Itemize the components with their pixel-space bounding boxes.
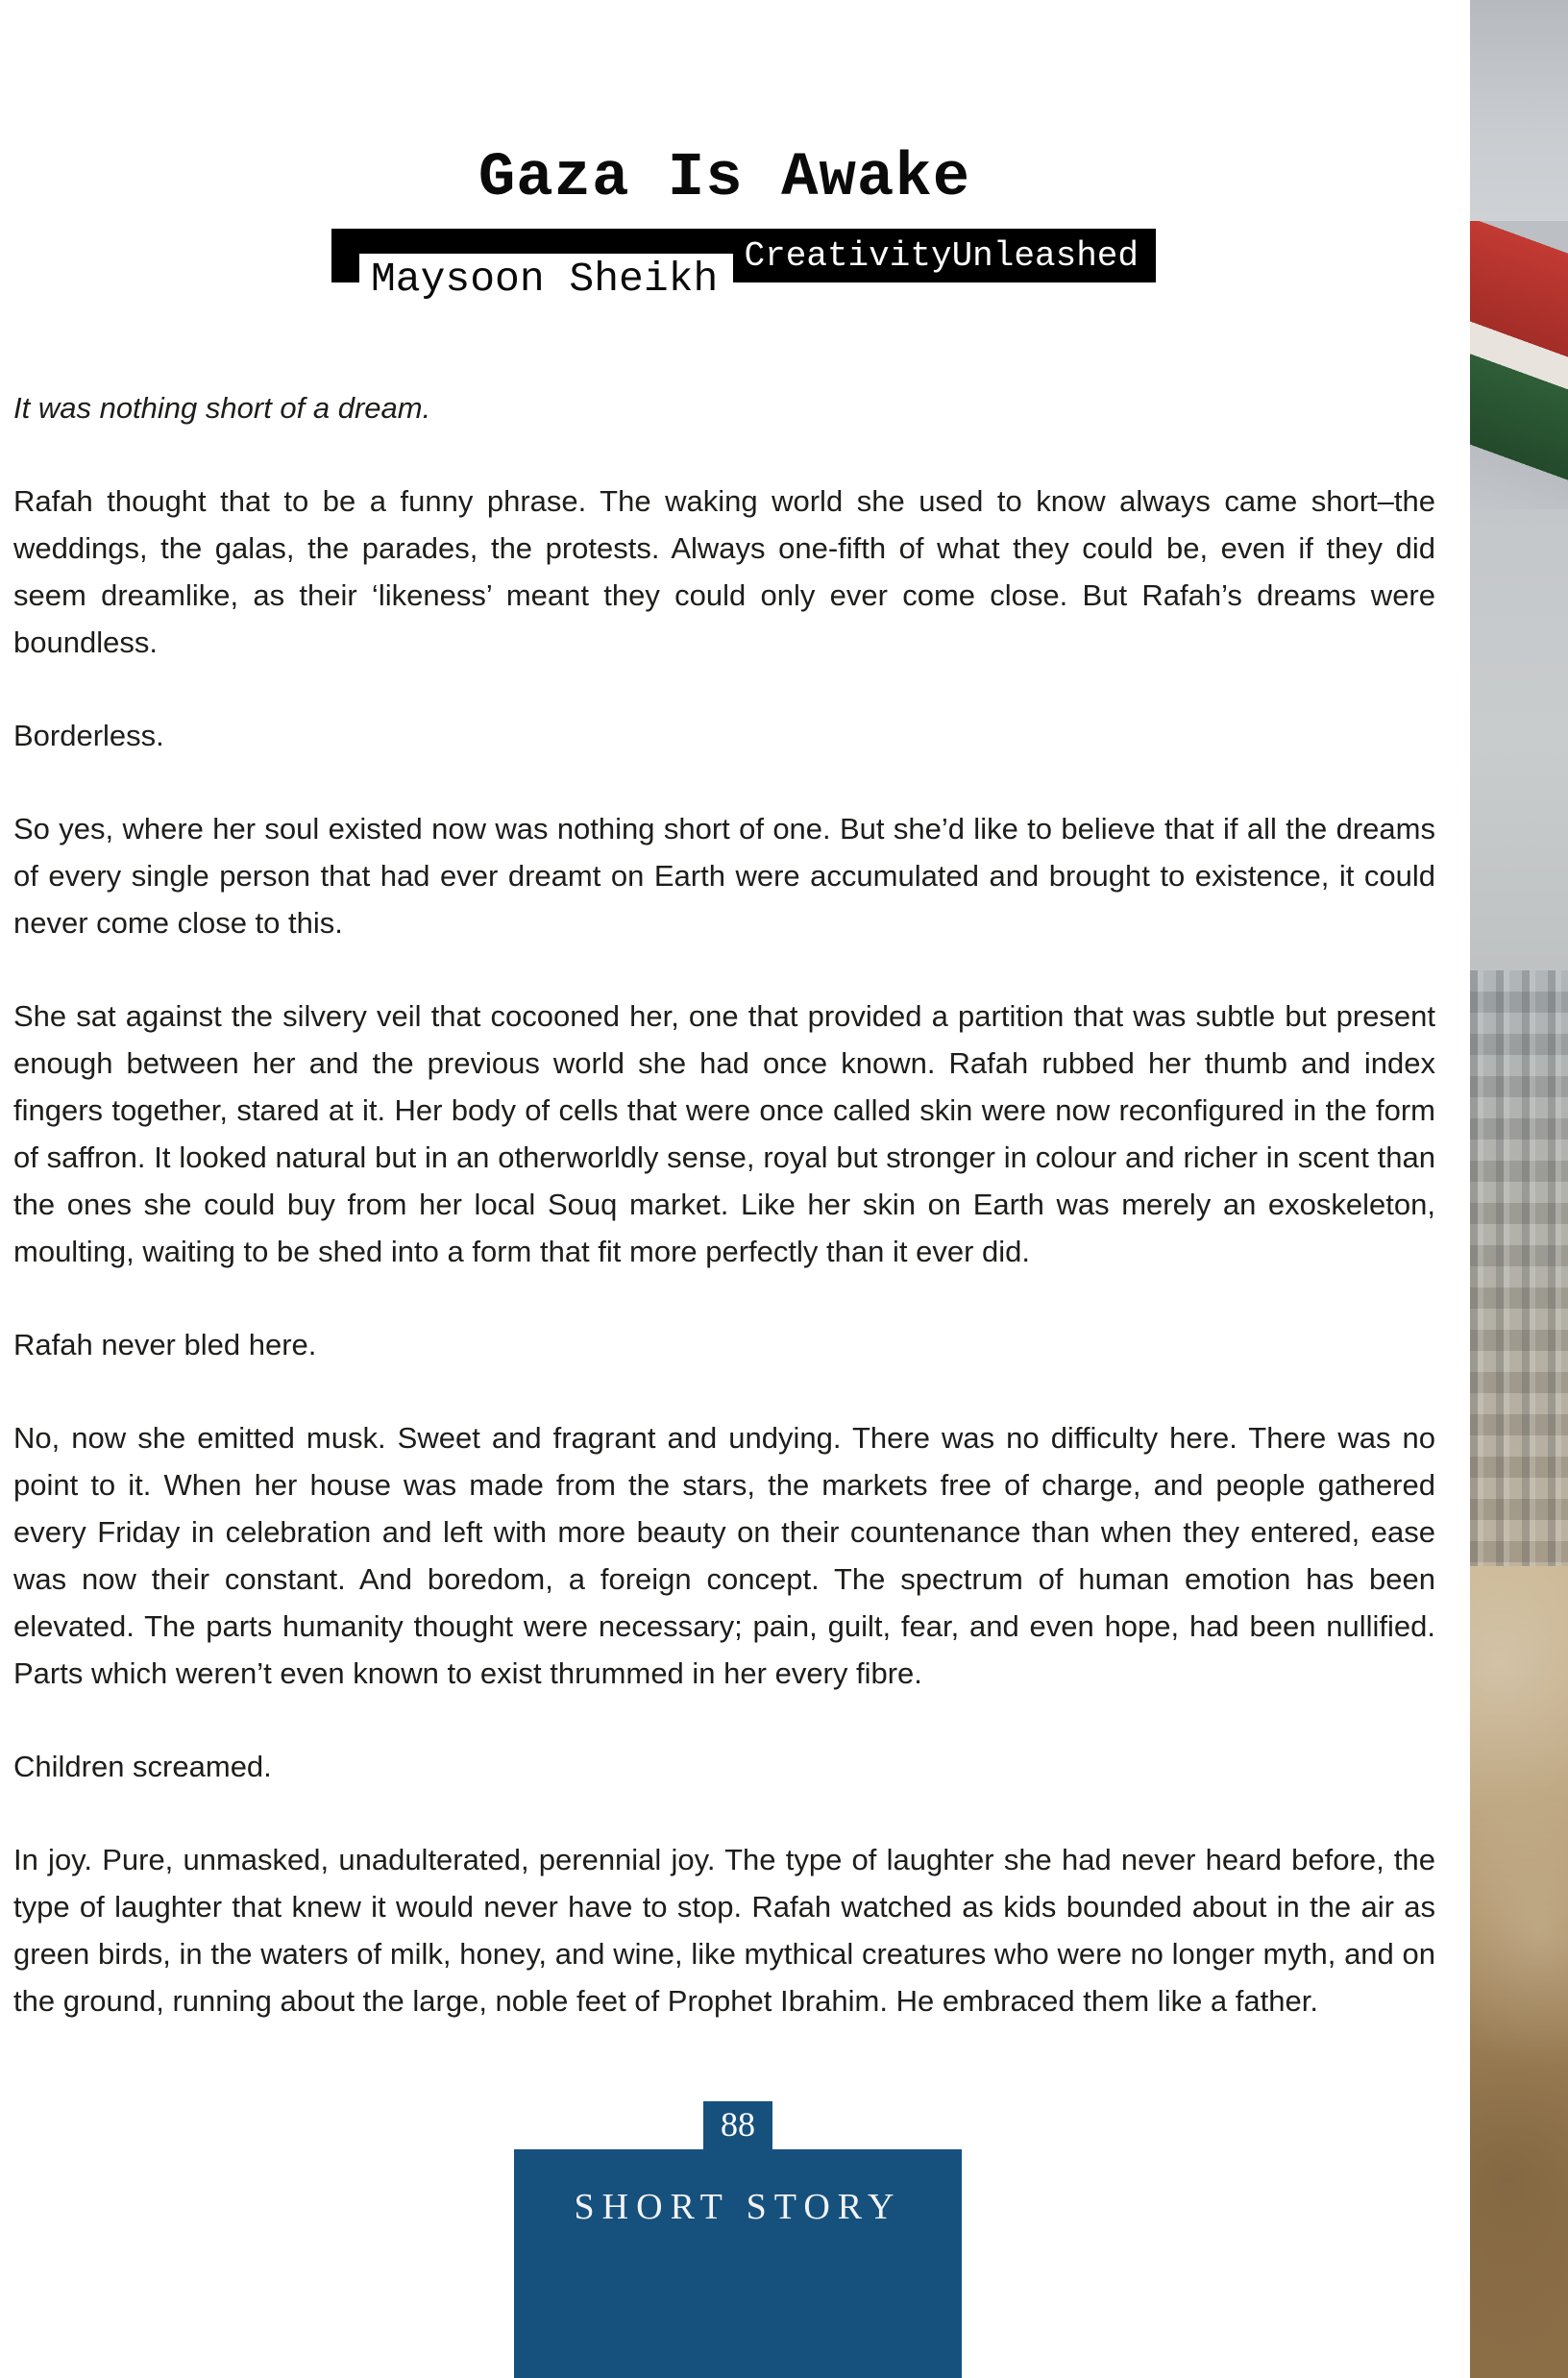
story-paragraph: So yes, where her soul existed now was nothing short of one. But she’d like to believe that if all the dreams of every single person that had ever dreamt on Earth were accumulated and brought to existence, it could never come close to this.: [13, 812, 1435, 940]
photo-cityscape: [1470, 970, 1568, 1566]
story-paragraph: Borderless.: [13, 719, 164, 752]
story-paragraph: Children screamed.: [13, 1750, 272, 1783]
photo-rubble-ground: [1470, 1566, 1568, 2378]
story-body: [13, 384, 1435, 2024]
story-paragraph: No, now she emitted musk. Sweet and fragrant and undying. There was no difficulty here. There was no point to it. When her house was made from the stars, the markets free of charge, and people gathered every Friday in celebration and left with more beauty on their countenance than when they entered, ease was now their constant. And boredom, a foreign concept. The spectrum of human emotion has been elevated. The parts humanity thought were necessary; pain, guilt, fear, and even hope, had been nullified. Parts which weren’t even known to exist thrummed in her every fibre.: [13, 1421, 1435, 1690]
page-number-badge: 88: [703, 2101, 772, 2149]
author-name: Maysoon Sheikh: [359, 254, 733, 308]
story-title: Gaza Is Awake: [478, 144, 971, 213]
story-paragraph: In joy. Pure, unmasked, unadulterated, perennial joy. The type of laughter she had never heard before, the type of laughter that knew it would never have to stop. Rafah watched as kids bounded about in the air as green birds, in the waters of milk, honey, and wine, like mythical creatures who were no longer myth, and on the ground, running about the large, noble feet of Prophet Ibrahim. He embraced them like a father.: [13, 1843, 1435, 2018]
story-paragraph: Rafah never bled here.: [13, 1328, 317, 1361]
section-label: SHORT STORY: [574, 2187, 902, 2227]
photo-sky-top: [1470, 0, 1568, 221]
byline-row: [13, 229, 1435, 344]
story-paragraph: She sat against the silvery veil that cocooned her, one that provided a partition that was subtle but present enough between her and the previous world she had once known. Rafah rubbed her thumb and index fingers together, stared at it. Her body of cells that were once called skin were now reconfigured in the form of saffron. It looked natural but in an otherworldly sense, royal but stronger in colour and richer in scent than the ones she could buy from her local Souq market. Like her skin on Earth was merely an exoskeleton, moulting, waiting to be shed into a form that fit more perfectly than it ever did.: [13, 999, 1435, 1268]
story-paragraph: It was nothing short of a dream.: [13, 391, 431, 425]
flag-image: [1470, 221, 1568, 509]
story-paragraph: Rafah thought that to be a funny phrase. The waking world she used to know always came short–the weddings, the galas, the parades, the protests. Always one-fifth of what they could be, even if they did seem dreamlike, as their ‘likeness’ meant they could only ever come close. But Rafah’s dreams were boundless.: [13, 484, 1435, 659]
photo-sky-mid: [1470, 509, 1568, 970]
section-box: [514, 2149, 962, 2378]
side-photo-strip: [1470, 0, 1568, 2378]
creativity-unleashed-badge: CreativityUnleashed: [744, 235, 1139, 276]
story-content-column: [13, 0, 1435, 2378]
page-footer: [27, 2101, 1449, 2378]
